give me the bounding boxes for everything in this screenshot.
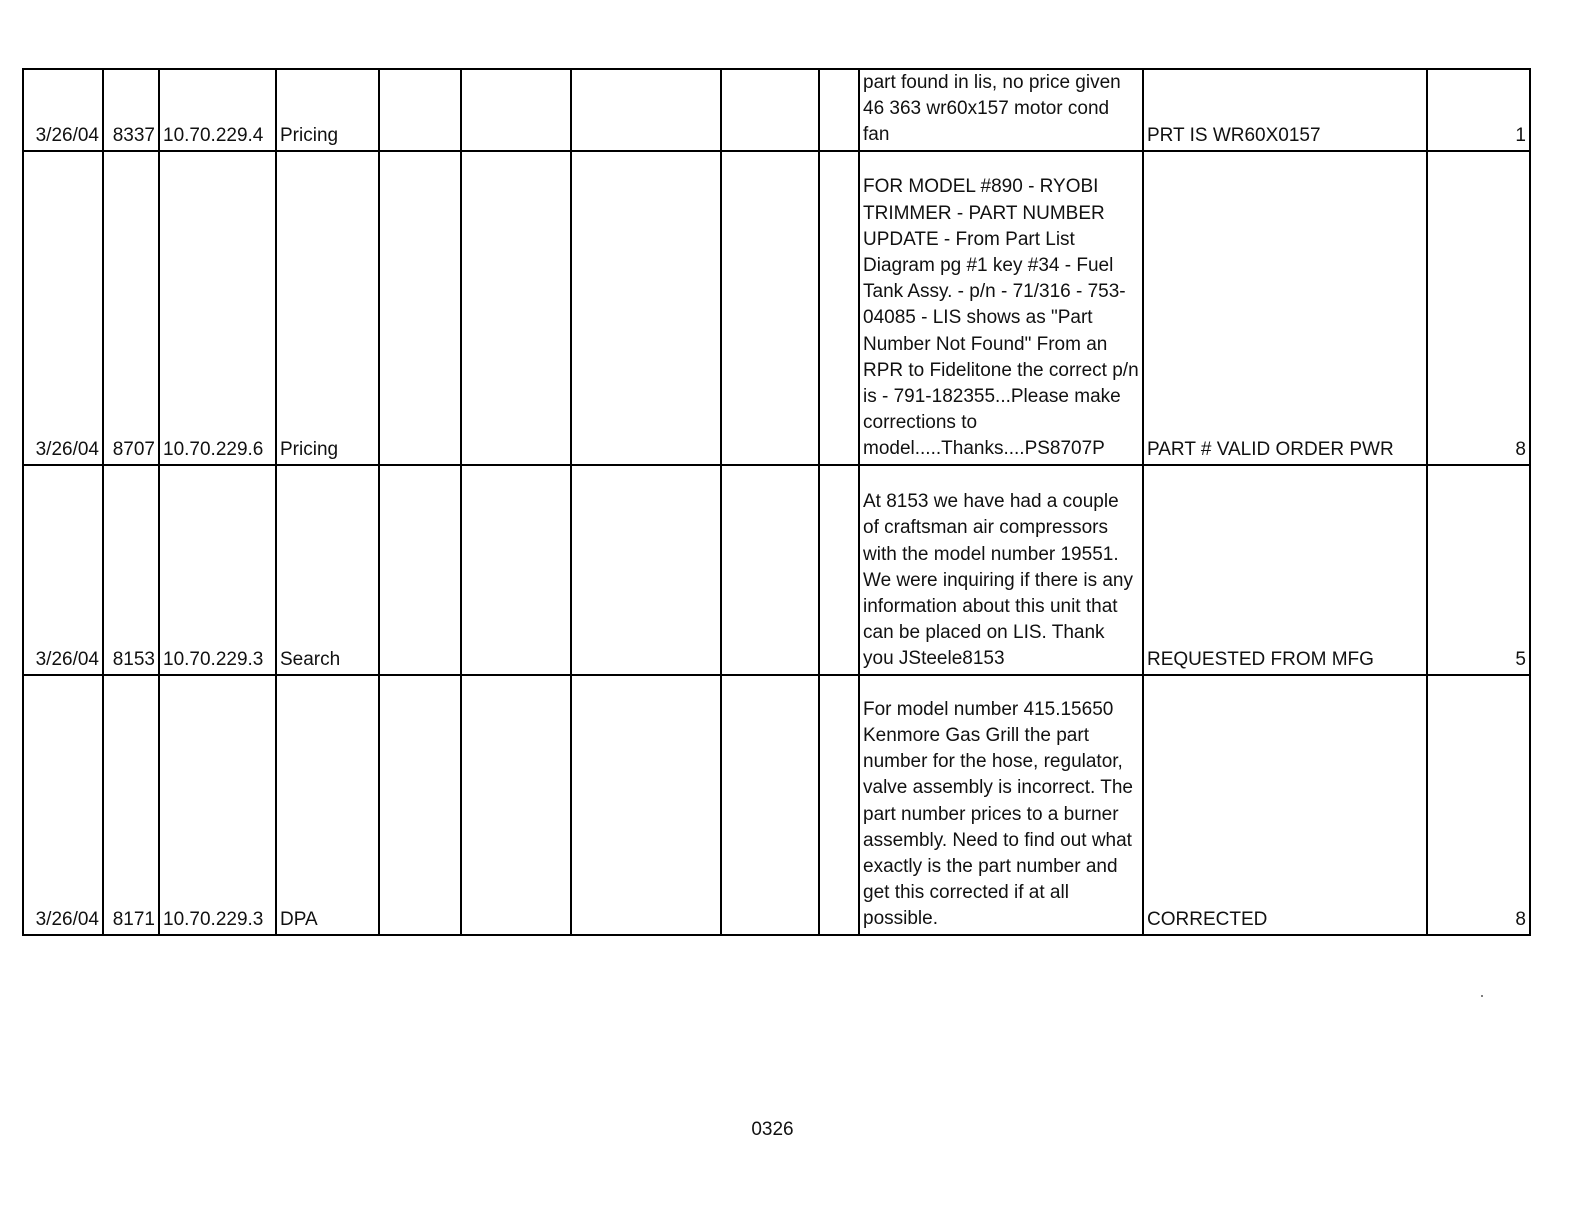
empty-cell bbox=[461, 465, 571, 675]
description-cell: For model number 415.15650 Kenmore Gas Grill the part number for the hose, regulator, valve assembly is incorrect. The part number prices to a burner assembly. Need to find out what exactly is the part number and get this corrected if at all possible. bbox=[859, 675, 1143, 935]
ip-cell: 10.70.229.3 bbox=[159, 675, 276, 935]
ip-cell: 10.70.229.4 bbox=[159, 69, 276, 151]
description-cell: At 8153 we have had a couple of craftsman air compressors with the model number 19551. We were inquiring if there is any information about this unit that can be placed on LIS. Thank you JSteele8153 bbox=[859, 465, 1143, 675]
empty-cell bbox=[721, 465, 819, 675]
log-table bbox=[22, 68, 1531, 936]
date-cell: 3/26/04 bbox=[23, 69, 103, 151]
empty-cell bbox=[379, 675, 461, 935]
category-cell: Search bbox=[276, 465, 379, 675]
empty-cell bbox=[819, 69, 859, 151]
store-cell: 8337 bbox=[103, 69, 159, 151]
empty-cell bbox=[721, 675, 819, 935]
table-row bbox=[23, 151, 1530, 465]
category-cell: Pricing bbox=[276, 151, 379, 465]
table-row bbox=[23, 69, 1530, 151]
count-cell: 8 bbox=[1427, 151, 1530, 465]
store-cell: 8171 bbox=[103, 675, 159, 935]
empty-cell bbox=[819, 151, 859, 465]
table-row bbox=[23, 675, 1530, 935]
empty-cell bbox=[721, 151, 819, 465]
empty-cell bbox=[819, 465, 859, 675]
count-cell: 8 bbox=[1427, 675, 1530, 935]
store-cell: 8707 bbox=[103, 151, 159, 465]
store-cell: 8153 bbox=[103, 465, 159, 675]
description-cell: part found in lis, no price given 46 363 wr60x157 motor cond fan bbox=[859, 69, 1143, 151]
resolution-cell: PRT IS WR60X0157 bbox=[1143, 69, 1427, 151]
empty-cell bbox=[721, 69, 819, 151]
category-cell: DPA bbox=[276, 675, 379, 935]
date-cell: 3/26/04 bbox=[23, 151, 103, 465]
category-cell: Pricing bbox=[276, 69, 379, 151]
empty-cell bbox=[461, 69, 571, 151]
empty-cell bbox=[379, 465, 461, 675]
ip-cell: 10.70.229.6 bbox=[159, 151, 276, 465]
table-row bbox=[23, 465, 1530, 675]
description-cell: FOR MODEL #890 - RYOBI TRIMMER - PART NUMBER UPDATE - From Part List Diagram pg #1 key #34 - Fuel Tank Assy. - p/n - 71/316 - 753-04085 - LIS shows as "Part Number Not Found" From an RPR to Fidelitone the correct p/n is - 791-182355...Please make corrections to model.....Thanks....PS8707P bbox=[859, 151, 1143, 465]
empty-cell bbox=[379, 69, 461, 151]
resolution-cell: CORRECTED bbox=[1143, 675, 1427, 935]
empty-cell bbox=[571, 675, 721, 935]
empty-cell bbox=[571, 151, 721, 465]
empty-cell bbox=[819, 675, 859, 935]
date-cell: 3/26/04 bbox=[23, 675, 103, 935]
page-number: 0326 bbox=[751, 1119, 794, 1140]
resolution-cell: REQUESTED FROM MFG bbox=[1143, 465, 1427, 675]
empty-cell bbox=[461, 675, 571, 935]
resolution-cell: PART # VALID ORDER PWR bbox=[1143, 151, 1427, 465]
empty-cell bbox=[571, 69, 721, 151]
scan-speck bbox=[1481, 995, 1483, 997]
date-cell: 3/26/04 bbox=[23, 465, 103, 675]
ip-cell: 10.70.229.3 bbox=[159, 465, 276, 675]
count-cell: 1 bbox=[1427, 69, 1530, 151]
empty-cell bbox=[461, 151, 571, 465]
empty-cell bbox=[571, 465, 721, 675]
empty-cell bbox=[379, 151, 461, 465]
count-cell: 5 bbox=[1427, 465, 1530, 675]
